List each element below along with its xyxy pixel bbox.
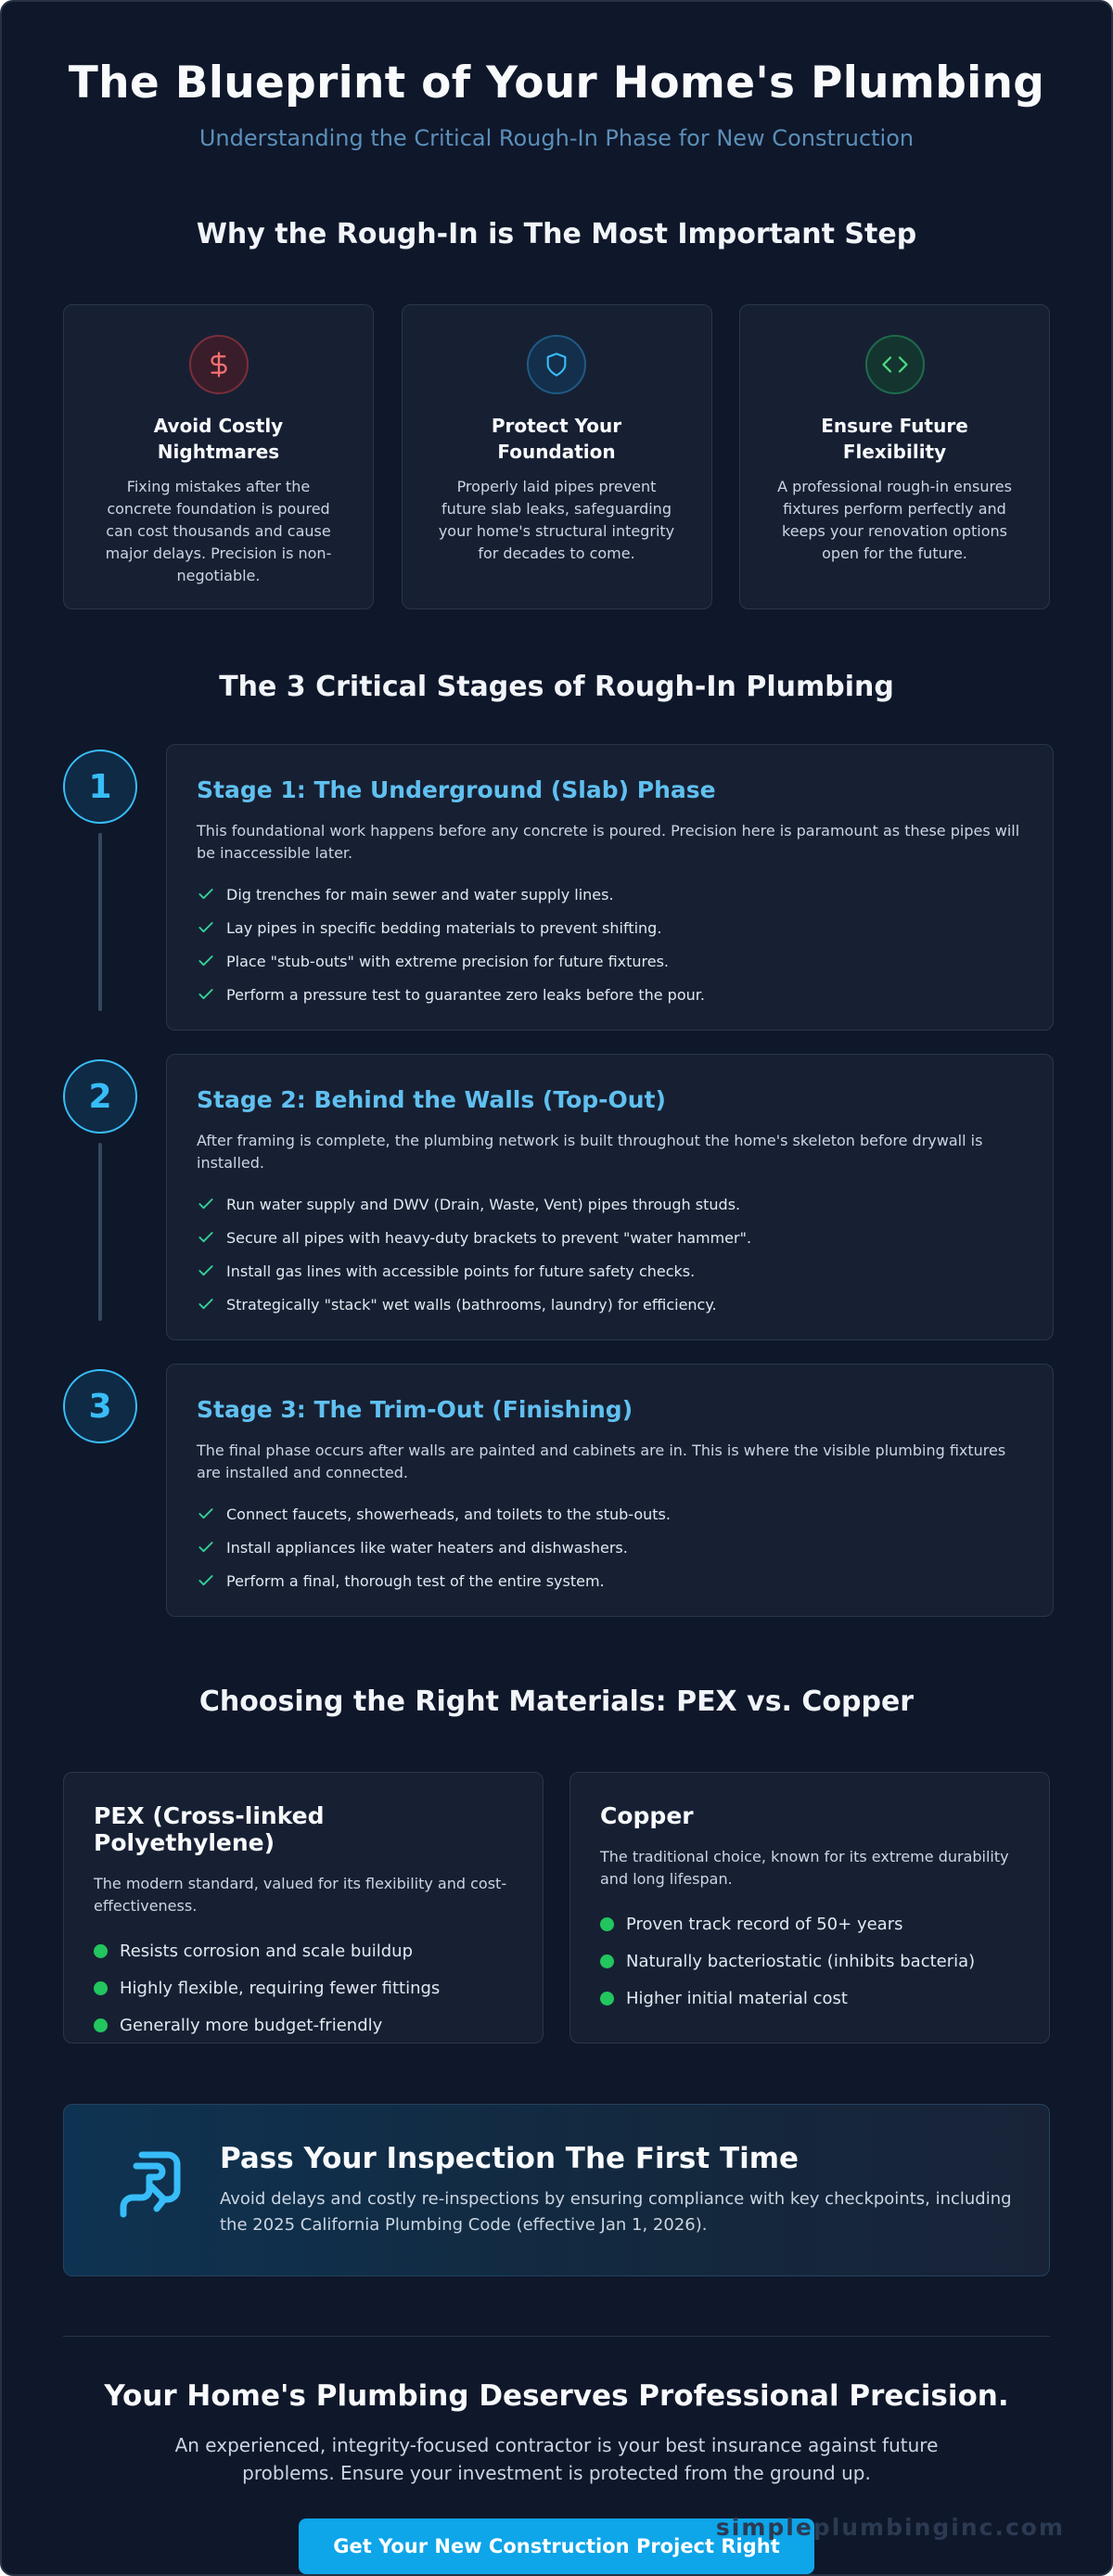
material-card-pex xyxy=(63,1772,544,2044)
stage-checklist xyxy=(197,1187,1023,1321)
point-text: Resists corrosion and scale buildup xyxy=(120,1941,414,1961)
list-item xyxy=(197,911,1023,944)
check-text: Install gas lines with accessible points for future safety checks. xyxy=(226,1262,696,1280)
stage-title: Stage 3: The Trim-Out (Finishing) xyxy=(197,1396,633,1423)
list-item xyxy=(197,1187,1023,1221)
check-text: Place "stub-outs" with extreme precision for future fixtures. xyxy=(226,952,670,970)
list-item xyxy=(197,1564,1023,1597)
check-text: Lay pipes in specific bedding materials to prevent shifting. xyxy=(226,918,662,937)
page-title: The Blueprint of Your Home's Plumbing xyxy=(68,58,1045,109)
check-icon xyxy=(197,1538,215,1557)
list-item xyxy=(600,1942,1019,1980)
inspection-content xyxy=(220,2142,1017,2238)
list-item xyxy=(600,1905,1019,1942)
inspection-banner xyxy=(63,2104,1050,2276)
check-icon xyxy=(197,952,215,970)
check-text: Perform a pressure test to guarantee zero leaks before the pour. xyxy=(226,985,705,1004)
stages-section-title: The 3 Critical Stages of Rough-In Plumbing xyxy=(219,671,894,703)
faucet-icon xyxy=(110,2144,194,2227)
material-points xyxy=(600,1905,1019,2017)
check-text: Secure all pipes with heavy-duty brackets to prevent "water hammer". xyxy=(226,1228,752,1247)
stage-checklist xyxy=(197,878,1023,1011)
check-text: Install appliances like water heaters and dishwashers. xyxy=(226,1538,628,1557)
stage-card-1 xyxy=(166,744,1054,1031)
point-text: Higher initial material cost xyxy=(626,1988,848,2008)
list-item xyxy=(197,978,1023,1011)
site-watermark: simpleplumbinginc.com xyxy=(715,2514,1065,2541)
cta-section xyxy=(2,2379,1111,2574)
point-text: Proven track record of 50+ years xyxy=(626,1914,903,1934)
stage-description: The final phase occurs after walls are painted and cabinets are in. This is where the visible plumbing fixtures are installed and connected. xyxy=(197,1442,1006,1481)
dollar-icon xyxy=(189,335,249,394)
why-card-title: Protect Your Foundation xyxy=(491,415,622,463)
stage-description: This foundational work happens before any concrete is poured. Precision here is paramount as these pipes will be inaccessible later. xyxy=(197,822,1020,862)
check-icon xyxy=(197,985,215,1004)
check-icon xyxy=(197,1195,215,1213)
cta-text: An experienced, integrity-focused contractor is your best insurance against future problems. Ensure your investment is protected from the ground up. xyxy=(174,2434,939,2484)
check-icon xyxy=(197,1505,215,1523)
material-description: The modern standard, valued for its flexibility and cost-effectiveness. xyxy=(94,1875,507,1915)
list-item xyxy=(600,1980,1019,2017)
why-card-costly xyxy=(63,304,374,609)
list-item xyxy=(94,1969,513,2006)
list-item xyxy=(197,878,1023,911)
point-text: Generally more budget-friendly xyxy=(120,2015,383,2035)
material-description: The traditional choice, known for its extreme durability and long lifespan. xyxy=(600,1848,1009,1888)
check-text: Run water supply and DWV (Drain, Waste, Vent) pipes through studs. xyxy=(226,1195,741,1213)
bullet-dot-icon xyxy=(94,2019,108,2032)
cta-title: Your Home's Plumbing Deserves Professional Precision. xyxy=(104,2379,1009,2413)
list-item xyxy=(197,1254,1023,1288)
why-card-text: Fixing mistakes after the concrete foundation is poured can cost thousands and cause major delays. Precision is non-negotiable. xyxy=(105,478,332,584)
section-divider xyxy=(63,2336,1050,2337)
list-item xyxy=(197,1288,1023,1321)
check-icon xyxy=(197,1262,215,1280)
check-icon xyxy=(197,918,215,937)
why-card-title: Ensure Future Flexibility xyxy=(821,415,968,463)
page-subtitle: Understanding the Critical Rough-In Phase for New Construction xyxy=(198,125,915,151)
list-item xyxy=(94,1932,513,1969)
bullet-dot-icon xyxy=(94,1944,108,1958)
check-text: Perform a final, thorough test of the entire system. xyxy=(226,1571,605,1590)
header xyxy=(2,2,1111,151)
why-section-title: Why the Rough-In is The Most Important Step xyxy=(196,218,917,250)
stage-checklist xyxy=(197,1497,1023,1597)
stage-title: Stage 2: Behind the Walls (Top-Out) xyxy=(197,1086,666,1113)
check-icon xyxy=(197,885,215,904)
stage-title: Stage 1: The Underground (Slab) Phase xyxy=(197,776,716,803)
stages-timeline xyxy=(2,744,1111,1621)
materials-section-title: Choosing the Right Materials: PEX vs. Copper xyxy=(198,1685,915,1718)
bullet-dot-icon xyxy=(94,1981,108,1995)
why-card-flexibility xyxy=(739,304,1050,609)
bullet-dot-icon xyxy=(600,1917,614,1931)
check-icon xyxy=(197,1228,215,1247)
inspection-text: Avoid delays and costly re-inspections by ensuring compliance with key checkpoints, including the 2025 California Plumbing Code (effective Jan 1, 2026). xyxy=(220,2189,1012,2235)
stage-number-2: 2 xyxy=(63,1059,137,1134)
check-text: Dig trenches for main sewer and water supply lines. xyxy=(226,885,614,904)
why-card-text: A professional rough-in ensures fixtures perform perfectly and keeps your renovation options open for the future. xyxy=(777,478,1012,562)
check-icon xyxy=(197,1295,215,1314)
list-item xyxy=(197,944,1023,978)
material-title: PEX (Cross-linked Polyethylene) xyxy=(94,1802,325,1856)
material-points xyxy=(94,1932,513,2044)
code-brackets-icon xyxy=(865,335,925,394)
inspection-title: Pass Your Inspection The First Time xyxy=(220,2142,800,2175)
bullet-dot-icon xyxy=(600,1954,614,1968)
why-cards xyxy=(63,304,1050,609)
check-text: Connect faucets, showerheads, and toilets to the stub-outs. xyxy=(226,1505,671,1523)
material-title: Copper xyxy=(600,1802,694,1829)
materials-cards xyxy=(63,1772,1050,2044)
stage-card-2 xyxy=(166,1054,1054,1340)
timeline-connector xyxy=(98,1143,102,1321)
material-card-copper xyxy=(569,1772,1050,2044)
check-icon xyxy=(197,1571,215,1590)
cta-button[interactable]: Get Your New Construction Project Right xyxy=(299,2518,814,2574)
why-card-title: Avoid Costly Nightmares xyxy=(153,415,284,463)
why-card-text: Properly laid pipes prevent future slab leaks, safeguarding your home's structural integrity for decades to come. xyxy=(438,478,675,562)
why-card-foundation xyxy=(402,304,712,609)
stage-card-3 xyxy=(166,1364,1054,1617)
stage-number-3: 3 xyxy=(63,1369,137,1443)
list-item xyxy=(197,1497,1023,1531)
shield-icon xyxy=(527,335,586,394)
bullet-dot-icon xyxy=(600,1992,614,2006)
point-text: Highly flexible, requiring fewer fittings xyxy=(120,1978,441,1998)
point-text: Naturally bacteriostatic (inhibits bacteria) xyxy=(626,1951,976,1971)
list-item xyxy=(197,1531,1023,1564)
stage-description: After framing is complete, the plumbing network is built throughout the home's skeleton before drywall is installed. xyxy=(197,1132,983,1172)
stage-number-1: 1 xyxy=(63,750,137,824)
check-text: Strategically "stack" wet walls (bathrooms, laundry) for efficiency. xyxy=(226,1295,717,1314)
list-item xyxy=(94,2006,513,2044)
list-item xyxy=(197,1221,1023,1254)
timeline-connector xyxy=(98,833,102,1011)
